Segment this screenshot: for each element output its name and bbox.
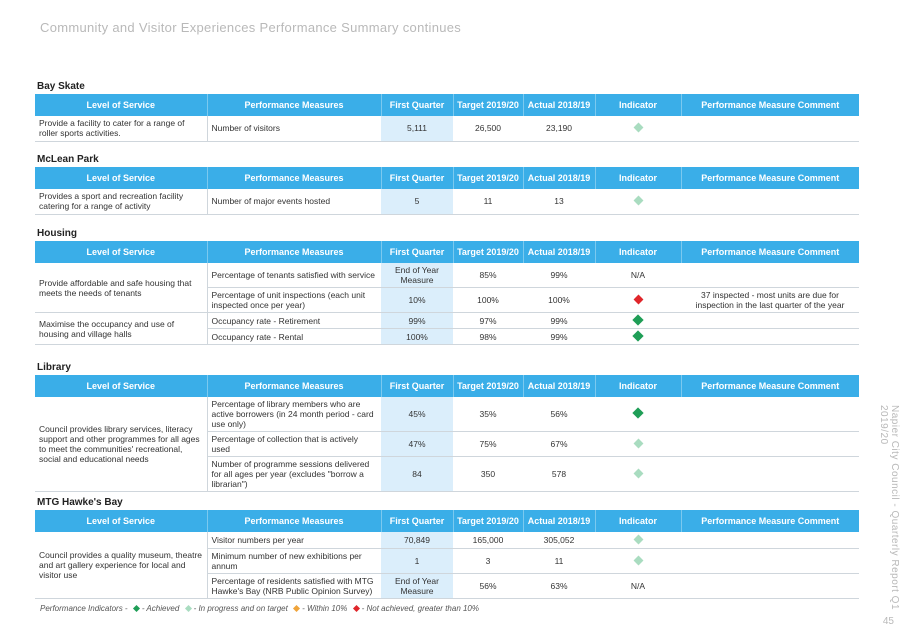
first-quarter: 84 (381, 457, 453, 492)
comment (681, 457, 859, 492)
section-title: MTG Hawke's Bay (37, 497, 123, 508)
comment (681, 397, 859, 432)
header-first-quarter: First Quarter (381, 510, 453, 532)
comment (681, 116, 859, 141)
first-quarter: 5 (381, 189, 453, 214)
table-header (35, 375, 859, 397)
header-actual: Actual 2018/19 (523, 375, 595, 397)
indicator-cell (595, 189, 681, 214)
header-target: Target 2019/20 (453, 94, 523, 116)
target: 11 (453, 189, 523, 214)
header-first-quarter: First Quarter (381, 375, 453, 397)
header-level: Level of Service (35, 94, 207, 116)
header-level: Level of Service (35, 510, 207, 532)
comment (681, 313, 859, 329)
indicator-cell (595, 116, 681, 141)
target: 56% (453, 573, 523, 598)
measure: Number of programme sessions delivered for all ages per year (excludes "borrow a librarian") (207, 457, 381, 492)
actual: 63% (523, 573, 595, 598)
in-progress-indicator-icon (633, 196, 643, 206)
actual: 99% (523, 313, 595, 329)
not-achieved-indicator-icon (633, 295, 643, 305)
comment (681, 263, 859, 288)
header-level: Level of Service (35, 375, 207, 397)
header-level: Level of Service (35, 167, 207, 189)
table-row (35, 263, 859, 288)
actual: 305,052 (523, 532, 595, 548)
header-measures: Performance Measures (207, 94, 381, 116)
header-indicator: Indicator (595, 510, 681, 532)
indicator-cell (595, 313, 681, 329)
measure: Minimum number of new exhibitions per annum (207, 548, 381, 573)
indicator-cell (595, 532, 681, 548)
actual: 99% (523, 263, 595, 288)
header-target: Target 2019/20 (453, 241, 523, 263)
comment (681, 548, 859, 573)
measure: Percentage of tenants satisfied with service (207, 263, 381, 288)
header-comment: Performance Measure Comment (681, 375, 859, 397)
section-library (35, 361, 859, 492)
header-comment: Performance Measure Comment (681, 94, 859, 116)
table-row (35, 189, 859, 214)
target: 75% (453, 432, 523, 457)
level-of-service: Maximise the occupancy and use of housing and village halls (35, 313, 207, 345)
actual: 100% (523, 288, 595, 313)
first-quarter: 99% (381, 313, 453, 329)
indicator-text: N/A (595, 263, 681, 288)
in-progress-indicator-icon (633, 534, 643, 544)
header-actual: Actual 2018/19 (523, 510, 595, 532)
legend-in-progress: - In progress and on target (193, 604, 288, 613)
indicator-cell (595, 457, 681, 492)
section-title: Library (37, 362, 71, 373)
section-mclean-park (35, 153, 859, 215)
bay-skate-table (35, 94, 859, 142)
measure: Occupancy rate - Retirement (207, 313, 381, 329)
side-report-title: Napier City Council - Quarterly Report Q1 2019/20 (878, 405, 900, 611)
target: 100% (453, 288, 523, 313)
header-first-quarter: First Quarter (381, 94, 453, 116)
header-first-quarter: First Quarter (381, 167, 453, 189)
first-quarter: End of Year Measure (381, 573, 453, 598)
first-quarter: 10% (381, 288, 453, 313)
level-of-service: Council provides library services, literacy support and other programmes for all ages to meet the communities' recreational, social and educational needs (35, 397, 207, 492)
actual: 56% (523, 397, 595, 432)
target: 350 (453, 457, 523, 492)
header-measures: Performance Measures (207, 167, 381, 189)
not-achieved-legend-icon (353, 605, 360, 612)
first-quarter: 1 (381, 548, 453, 573)
comment (681, 432, 859, 457)
indicator-cell (595, 288, 681, 313)
measure: Occupancy rate - Rental (207, 329, 381, 345)
table-header (35, 510, 859, 532)
mclean-park-table (35, 167, 859, 215)
header-target: Target 2019/20 (453, 375, 523, 397)
header-measures: Performance Measures (207, 510, 381, 532)
header-level: Level of Service (35, 241, 207, 263)
first-quarter: 100% (381, 329, 453, 345)
target: 3 (453, 548, 523, 573)
measure: Number of visitors (207, 116, 381, 141)
page-number: 45 (882, 616, 894, 627)
header-actual: Actual 2018/19 (523, 241, 595, 263)
table-header (35, 241, 859, 263)
target: 26,500 (453, 116, 523, 141)
header-measures: Performance Measures (207, 375, 381, 397)
target: 98% (453, 329, 523, 345)
comment (681, 329, 859, 345)
section-title: Housing (37, 228, 77, 239)
first-quarter: 47% (381, 432, 453, 457)
level-of-service: Provide affordable and safe housing that meets the needs of tenants (35, 263, 207, 313)
table-header (35, 167, 859, 189)
section-title: Bay Skate (37, 81, 85, 92)
in-progress-indicator-icon (633, 469, 643, 479)
in-progress-indicator-icon (633, 123, 643, 133)
page-title: Community and Visitor Experiences Performance Summary continues (40, 20, 462, 35)
performance-indicator-legend (40, 604, 479, 613)
table-header (35, 94, 859, 116)
header-comment: Performance Measure Comment (681, 167, 859, 189)
target: 35% (453, 397, 523, 432)
comment (681, 573, 859, 598)
table-row (35, 397, 859, 432)
target: 85% (453, 263, 523, 288)
level-of-service: Council provides a quality museum, theatre and art gallery experience for local and visitor use (35, 532, 207, 598)
indicator-cell (595, 397, 681, 432)
comment (681, 189, 859, 214)
measure: Percentage of library members who are active borrowers (in 24 month period - card use only) (207, 397, 381, 432)
first-quarter: End of Year Measure (381, 263, 453, 288)
indicator-text: N/A (595, 573, 681, 598)
measure: Percentage of collection that is actively used (207, 432, 381, 457)
actual: 11 (523, 548, 595, 573)
header-indicator: Indicator (595, 241, 681, 263)
indicator-cell (595, 548, 681, 573)
header-actual: Actual 2018/19 (523, 94, 595, 116)
level-of-service: Provide a facility to cater for a range of roller sports activities. (35, 116, 207, 141)
actual: 99% (523, 329, 595, 345)
target: 97% (453, 313, 523, 329)
in-progress-legend-icon (185, 605, 192, 612)
actual: 67% (523, 432, 595, 457)
first-quarter: 5,111 (381, 116, 453, 141)
section-mtg-hawkes-bay (35, 496, 859, 599)
level-of-service: Provides a sport and recreation facility catering for a range of activity (35, 189, 207, 214)
library-table (35, 375, 859, 492)
header-indicator: Indicator (595, 375, 681, 397)
section-housing (35, 227, 859, 345)
header-comment: Performance Measure Comment (681, 241, 859, 263)
housing-table (35, 241, 859, 345)
legend-within: - Within 10% (302, 604, 348, 613)
mtg-table (35, 510, 859, 599)
indicator-cell (595, 432, 681, 457)
achieved-indicator-icon (632, 314, 643, 325)
legend-achieved: - Achieved (141, 604, 180, 613)
actual: 578 (523, 457, 595, 492)
in-progress-indicator-icon (633, 555, 643, 565)
section-bay-skate (35, 80, 859, 142)
table-row (35, 313, 859, 329)
actual: 13 (523, 189, 595, 214)
section-title: McLean Park (37, 154, 99, 165)
header-indicator: Indicator (595, 167, 681, 189)
header-first-quarter: First Quarter (381, 241, 453, 263)
within-10-legend-icon (293, 605, 300, 612)
target: 165,000 (453, 532, 523, 548)
header-target: Target 2019/20 (453, 510, 523, 532)
header-actual: Actual 2018/19 (523, 167, 595, 189)
header-measures: Performance Measures (207, 241, 381, 263)
comment (681, 532, 859, 548)
measure: Visitor numbers per year (207, 532, 381, 548)
in-progress-indicator-icon (633, 439, 643, 449)
table-row (35, 116, 859, 141)
measure: Number of major events hosted (207, 189, 381, 214)
measure: Percentage of residents satisfied with MTG Hawke's Bay (NRB Public Opinion Survey) (207, 573, 381, 598)
achieved-indicator-icon (632, 330, 643, 341)
comment: 37 inspected - most units are due for inspection in the last quarter of the year (681, 288, 859, 313)
indicator-cell (595, 329, 681, 345)
achieved-legend-icon (133, 605, 140, 612)
header-target: Target 2019/20 (453, 167, 523, 189)
achieved-indicator-icon (632, 407, 643, 418)
legend-prefix: Performance Indicators - (40, 604, 128, 613)
header-indicator: Indicator (595, 94, 681, 116)
actual: 23,190 (523, 116, 595, 141)
first-quarter: 45% (381, 397, 453, 432)
first-quarter: 70,849 (381, 532, 453, 548)
legend-not-achieved: - Not achieved, greater than 10% (361, 604, 479, 613)
table-row (35, 532, 859, 548)
header-comment: Performance Measure Comment (681, 510, 859, 532)
measure: Percentage of unit inspections (each unit inspected once per year) (207, 288, 381, 313)
